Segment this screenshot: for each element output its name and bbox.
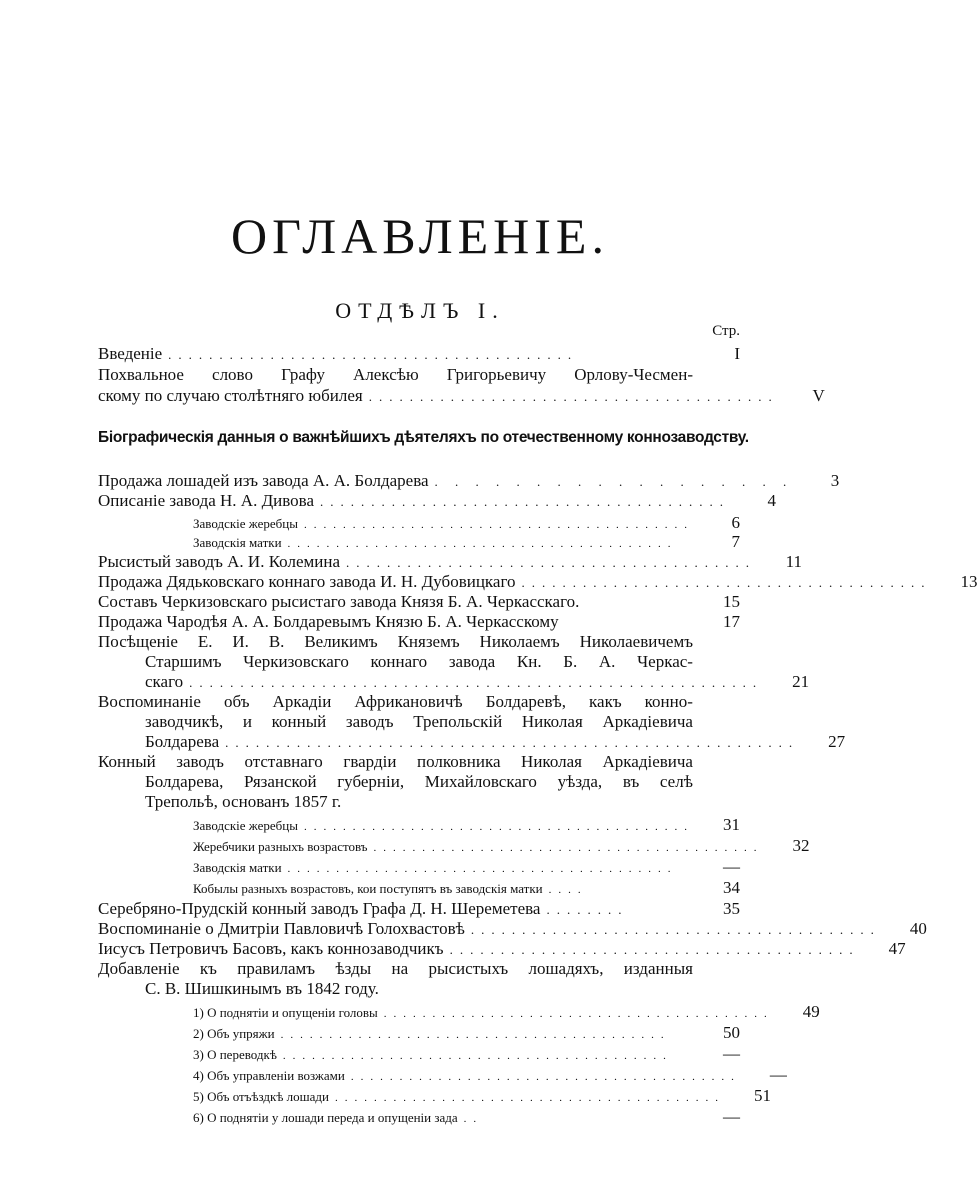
- toc-entry-page: —: [723, 1044, 740, 1063]
- toc-entry-page: 15: [723, 592, 740, 611]
- toc-entry-line: Старшимъ Черкизовскаго коннаго завода Кн. Б. А. Черкас-: [145, 652, 693, 671]
- toc-entry-eulogy: скому по случаю столѣтняго юбилея ........................................ V: [98, 386, 825, 405]
- toc-entry-intro: Введенiе ........................................ I: [98, 344, 740, 363]
- toc-entry-text: скому по случаю столѣтняго юбилея: [98, 386, 363, 405]
- toc-entry: Воспоминанiе о Дмитрiи Павловичѣ Голохвастовѣ ........................................ 40: [98, 919, 927, 938]
- toc-entry-page: 21: [792, 672, 810, 691]
- toc-subentry: 1) О поднятiи и опущенiи головы ........................................ 49: [193, 1002, 820, 1021]
- toc-entry-line: Добавленiе къ правиламъ ѣзды на рысистыхъ лошадяхъ, изданныя: [98, 959, 693, 978]
- toc-entry-page: 4: [767, 491, 777, 510]
- toc-entry-page: 3: [830, 471, 840, 490]
- toc-entry-page: 27: [828, 732, 846, 751]
- toc-entry-text: Серебряно-Прудскiй конный заводъ Графа Д. Н. Шереметева: [98, 899, 541, 918]
- toc-entry-line: Посѣщенiе Е. И. В. Великимъ Княземъ Николаемъ Николаевичемъ: [98, 632, 693, 651]
- toc-entry-page: 49: [802, 1002, 820, 1021]
- toc-entry-page: 34: [723, 878, 740, 897]
- toc-subentry: 2) Объ упряжи ........................................ 50: [193, 1023, 740, 1042]
- toc-entry-line: Похвальное слово Графу Алексѣю Григорьевичу Орлову-Чесмен-: [98, 365, 693, 384]
- toc-entry-text: Кобылы разныхъ возрастовъ, кои поступятъ въ заводскiя матки: [193, 881, 543, 896]
- toc-entry-text: 4) Объ управленiи возжами: [193, 1068, 345, 1083]
- toc-entry-page: 35: [723, 899, 740, 918]
- toc-entry-text: 1) О поднятiи и опущенiи головы: [193, 1005, 378, 1020]
- toc-entry-page: 51: [754, 1086, 771, 1105]
- toc-entry-text: Продажа лошадей изъ завода А. А. Болдарева: [98, 471, 429, 490]
- toc-entry-page: 13: [960, 572, 978, 591]
- bio-section-heading: Бiографическiя данныя о важнѣйшихъ дѣятеляхъ по отечественному коннозаводству.: [98, 429, 749, 446]
- toc-entry-page: 17: [723, 612, 740, 631]
- toc-entry-page: 47: [888, 939, 906, 958]
- toc-subentry: Заводскiе жеребцы ........................................ 6: [193, 513, 740, 532]
- toc-entry-text: 5) Объ отъѣздкѣ лошади: [193, 1089, 329, 1104]
- toc-entry-page: 40: [909, 919, 927, 938]
- toc-entry-page: 31: [723, 815, 740, 834]
- toc-entry: Продажа Дядьковскаго коннаго завода И. Н. Дубовицкаго ........................................ 13: [98, 572, 978, 591]
- toc-entry-text: Жеребчики разныхъ возрастовъ: [193, 839, 368, 854]
- toc-entry: Рысистый заводъ А. И. Колемина ........................................ 11: [98, 552, 802, 571]
- toc-entry-line: Конный заводъ отставнаго гвардiи полковника Николая Аркадiевича: [98, 752, 693, 771]
- toc-entry-line: С. В. Шишкинымъ въ 1842 году.: [145, 979, 379, 998]
- toc-entry: [98, 591, 740, 612]
- toc-entry-page: —: [723, 857, 740, 876]
- toc-subentry: 5) Объ отъѣздкѣ лошади ........................................ 51: [193, 1086, 771, 1105]
- toc-entry-line: Трепольѣ, основанъ 1857 г.: [145, 792, 342, 811]
- toc-entry: Описанiе завода Н. А. Дивова ........................................ 4: [98, 491, 777, 510]
- toc-entry-text: Описанiе завода Н. А. Дивова: [98, 491, 315, 510]
- toc-subentry: 4) Объ управленiи возжами ........................................ —: [193, 1065, 787, 1084]
- toc-entry-text: Продажа Дядьковскаго коннаго завода И. Н. Дубовицкаго: [98, 572, 516, 591]
- toc-entry-text: Воспоминанiе о Дмитрiи Павловичѣ Голохвастовѣ: [98, 919, 465, 938]
- toc-entry-text: Продажа Чародѣя А. А. Болдаревымъ Князю Б. А. Черкасскому: [98, 612, 559, 631]
- toc-entry-text: Заводскiя матки: [193, 535, 282, 550]
- toc-subentry: 6) О поднятiи у лошади переда и опущенiи зада .. —: [193, 1107, 740, 1126]
- toc-entry-text: 2) Объ упряжи: [193, 1026, 275, 1041]
- toc-entry-text: скаго: [145, 672, 184, 691]
- toc-entry: Продажа лошадей изъ завода А. А. Болдарева . . . . . . . . . . . . . . . . . . 3: [98, 471, 840, 490]
- toc-entry-page: 7: [731, 532, 740, 551]
- toc-entry-text: 6) О поднятiи у лошади переда и опущенiи зада: [193, 1110, 458, 1125]
- toc-subentry: Заводскiя матки ........................................ —: [193, 857, 740, 876]
- toc-entry-text: Рысистый заводъ А. И. Колемина: [98, 552, 340, 571]
- toc-entry: скаго ........................................................ 21: [145, 672, 810, 691]
- toc-subentry: Жеребчики разныхъ возрастовъ ........................................ 32: [193, 836, 810, 855]
- toc-entry-text: Заводскiе жеребцы: [193, 818, 298, 833]
- toc-entry-page: V: [812, 386, 825, 405]
- toc-subentry: Заводскiе жеребцы ........................................ 31: [193, 815, 740, 834]
- toc-entry: Серебряно-Прудскiй конный заводъ Графа Д. Н. Шереметева ........ 35: [98, 899, 740, 918]
- toc-entry: Iисусъ Петровичъ Басовъ, какъ коннозаводчикъ ........................................ 47: [98, 939, 906, 958]
- toc-entry-page: I: [734, 344, 740, 363]
- toc-entry-line: заводчикѣ, и конный заводъ Трепольскiй Николая Аркадiевича: [145, 712, 693, 731]
- toc-entry-page: 50: [723, 1023, 740, 1042]
- section-heading: ОТДѢЛЪ I.: [335, 298, 505, 323]
- toc-entry-text: Составъ Черкизовскаго рысистаго завода Князя Б. А. Черкасскаго.: [98, 592, 580, 611]
- toc-entry-page: —: [769, 1065, 787, 1084]
- toc-entry-text: Заводскiя матки: [193, 860, 282, 875]
- toc-entry: [98, 611, 740, 632]
- toc-entry-page: 11: [785, 552, 802, 571]
- toc-entry-text: Заводскiе жеребцы: [193, 516, 298, 531]
- toc-entry-page: 6: [731, 513, 740, 532]
- toc-subentry: 3) О переводкѣ ........................................ —: [193, 1044, 740, 1063]
- toc-entry-page: 32: [792, 836, 810, 855]
- toc-entry-text: 3) О переводкѣ: [193, 1047, 277, 1062]
- toc-entry-text: Введенiе: [98, 344, 163, 363]
- toc-entry-text: Болдарева: [145, 732, 220, 751]
- toc-subentry: Кобылы разныхъ возрастовъ, кои поступятъ въ заводскiя матки .... 34: [193, 878, 740, 897]
- toc-entry-line: Воспоминанiе объ Аркадiи Африкановичѣ Болдаревѣ, какъ конно-: [98, 692, 693, 711]
- toc-entry-line: Болдарева, Рязанской губернiи, Михайловскаго уѣзда, въ селѣ: [145, 772, 693, 791]
- toc-entry: Болдарева ........................................................ 27: [145, 732, 846, 751]
- toc-entry-text: Iисусъ Петровичъ Басовъ, какъ коннозаводчикъ: [98, 939, 444, 958]
- page-column-label: Стр.: [712, 323, 740, 339]
- page-title: ОГЛАВЛЕНIЕ.: [231, 208, 609, 264]
- toc-entry-page: —: [723, 1107, 740, 1126]
- toc-subentry: Заводскiя матки ........................................ 7: [193, 532, 740, 551]
